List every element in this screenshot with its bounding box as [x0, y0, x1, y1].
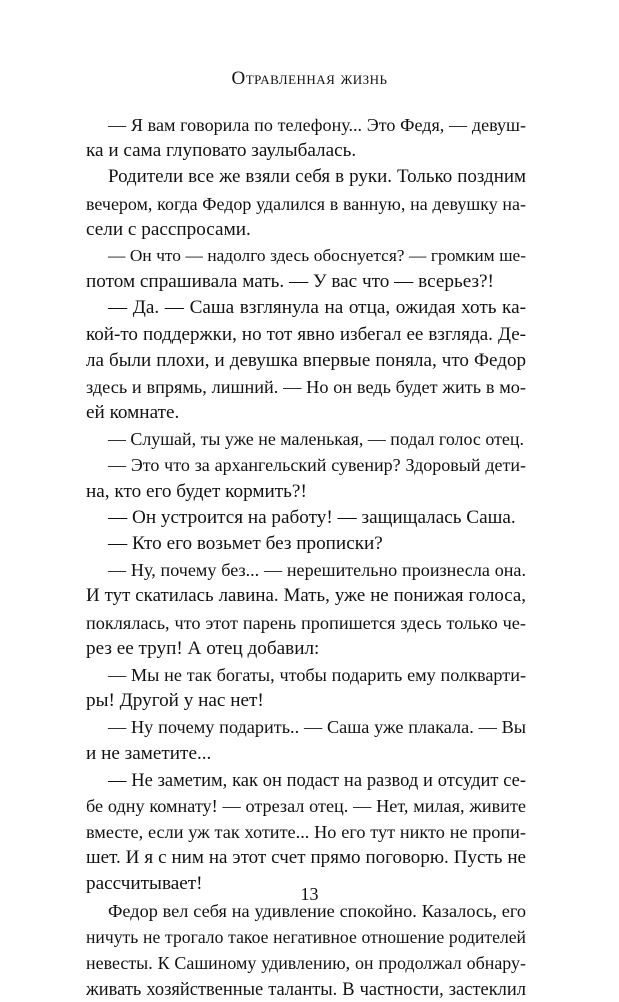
text-line: — Это что за архангельский сувенир? Здоровый дети-	[108, 455, 526, 476]
text-line: на, кто его будет кормить?!	[86, 480, 307, 502]
text-line: поклялась, что этот парень пропишется здесь только че-	[86, 612, 526, 633]
text-line: рез ее труп! А отец добавил:	[86, 637, 320, 659]
text-line: — Ну почему подарить.. — Саша уже плакала. — Вы	[108, 717, 526, 738]
text-line: — Да. — Саша взглянула на отца, ожидая хоть ка-	[108, 297, 526, 319]
page-number: 13	[300, 884, 319, 904]
text-line: — Он устроится на работу! — защищалась Саша.	[108, 506, 516, 528]
text-line: ла были плохи, и девушка впервые поняла, что Федор	[86, 349, 526, 371]
text-line: — Я вам говорила по телефону... Это Федя, — девуш-	[108, 115, 526, 135]
text-line: бе одну комнату! — отрезал отец. — Нет, милая, живите	[86, 795, 526, 816]
text-line: невесты. К Сашиному удивлению, он продолжал обнару-	[86, 953, 526, 973]
text-line: шет. И я с ним на этот счет прямо поговорю. Пусть не	[86, 847, 526, 869]
text-line: — Ну, почему без... — нерешительно произнесла она.	[108, 560, 526, 581]
text-line: вместе, если уж так хотите... Но его тут никто не пропи-	[86, 822, 526, 843]
text-line: ры! Другой у нас нет!	[86, 690, 264, 712]
text-line: здесь и впрямь, лишний. — Но он ведь будет жить в мо-	[86, 376, 526, 397]
text-line: — Слушай, ты уже не маленькая, — подал голос отец.	[108, 429, 524, 450]
text-line: рассчитывает!	[86, 873, 203, 895]
text-line: ка и сама глуповато заулыбалась.	[86, 140, 357, 162]
text-line: Федор вел себя на удивление спокойно. Казалось, его	[108, 900, 526, 921]
text-line: ей комнате.	[86, 402, 180, 424]
text-line: потом спрашивала мать. — У вас что — всерьез?!	[86, 271, 494, 293]
text-line: сели с расспросами.	[86, 218, 251, 240]
text-line: — Кто его возьмет без прописки?	[108, 533, 383, 554]
text-line: — Он что — надолго здесь обоснуется? — громким ше-	[108, 245, 526, 265]
text-line: ничуть не трогало такое негативное отношение родителей	[86, 926, 526, 947]
text-line: — Не заметим, как он подаст на развод и отсудит се-	[108, 769, 526, 790]
text-body	[86, 112, 526, 1002]
text-line: Родители все же взяли себя в руки. Только поздним	[108, 166, 526, 188]
text-line: и не заметите...	[86, 742, 212, 764]
text-line: живать хозяйственные таланты. В частности, застеклил	[86, 979, 526, 1000]
running-head: Отравленная жизнь	[231, 68, 388, 89]
text-line: вечером, когда Федор удалился в ванную, на девушку на-	[86, 193, 526, 214]
text-line: кой-то поддержки, но тот явно избегал ее взгляда. Де-	[86, 323, 526, 345]
text-line: — Мы не так богаты, чтобы подарить ему полкварти-	[108, 664, 526, 685]
text-line: И тут скатилась лавина. Мать, уже не понижая голоса,	[86, 585, 526, 607]
